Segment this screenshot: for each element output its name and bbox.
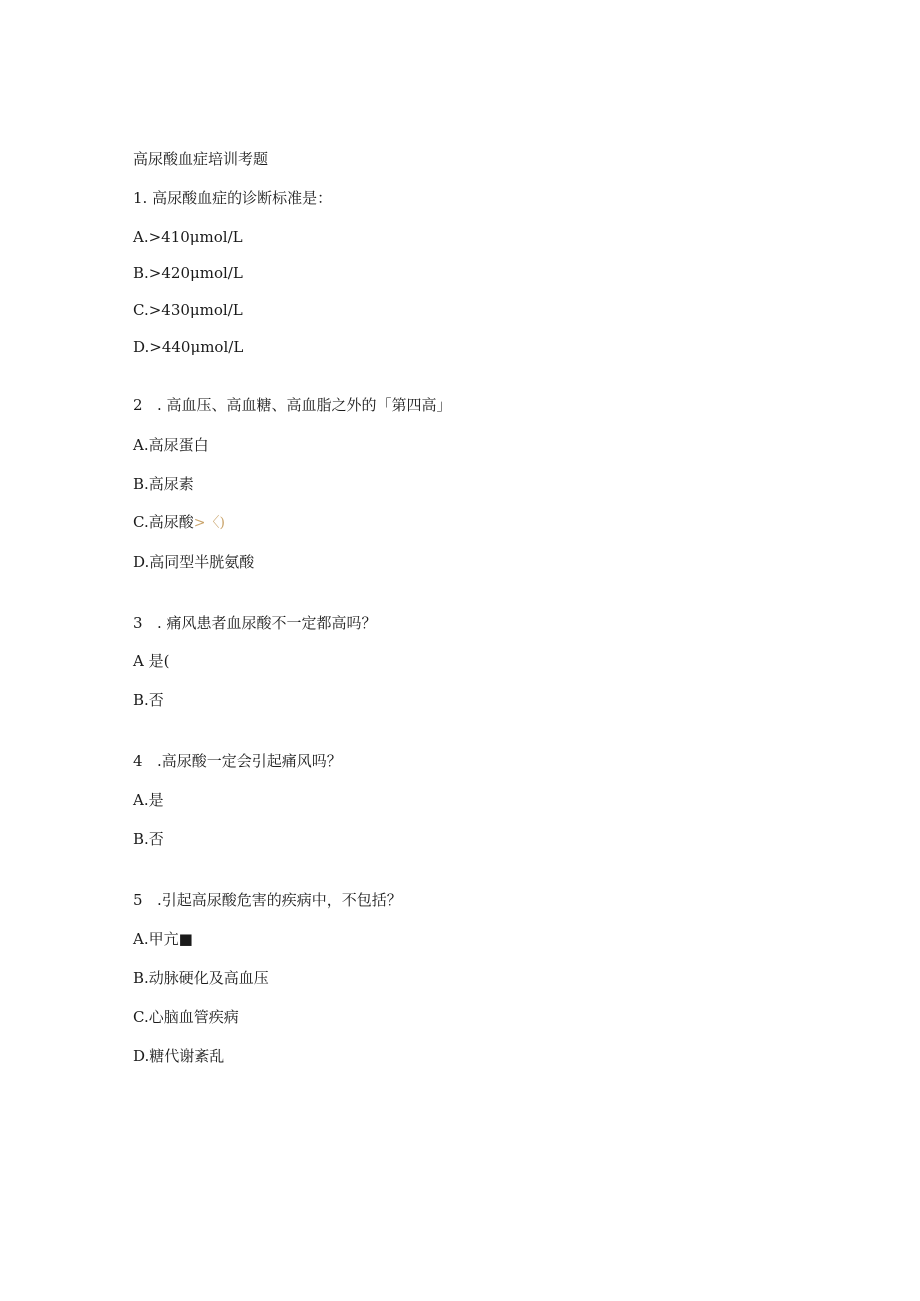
question-5-option-a: A.甲亢 [133,930,179,948]
question-5-option-b: B.动脉硬化及高血压 [133,969,269,987]
question-4-number: 4 [133,752,143,770]
question-2-stem: . 高血压、高血糖、高血脂之外的「第四高」 [157,396,452,414]
question-4-stem: .高尿酸一定会引起痛风吗？ [157,752,342,770]
question-5-option-d: D.糖代谢紊乱 [133,1047,225,1065]
question-2-option-d: D.高同型半胱氨酸 [133,553,255,571]
question-3-option-b: B.否 [133,691,164,709]
document-title: 高尿酸血症培训考题 [133,150,269,168]
question-4-option-a: A.是 [133,791,164,809]
question-3-number: 3 [133,614,143,632]
question-2-stem-line [133,398,452,413]
answer-mark: >〈) [193,515,225,531]
question-1-option-a: A.>410μmol/L [133,228,243,246]
question-3-option-a: A 是( [133,652,170,670]
question-1-option-b: B.>420μmol/L [133,264,243,282]
question-5-option-c: C.心脑血管疾病 [133,1008,239,1026]
question-2-option-c: C.高尿酸 [133,513,194,531]
question-5-number: 5 [133,891,143,909]
question-2-number: 2 [133,396,143,414]
question-1-stem: 1. 高尿酸血症的诊断标准是： [133,189,333,207]
answer-mark: ■ [178,930,193,948]
question-5-stem: .引起高尿酸危害的疾病中，不包括？ [157,891,402,909]
question-2-option-b: B.高尿素 [133,475,194,493]
question-4-option-b: B.否 [133,830,164,848]
question-3-stem: . 痛风患者血尿酸不一定都高吗？ [157,614,377,632]
question-1-option-d: D.>440μmol/L [133,338,244,356]
question-4-stem-line [133,754,342,769]
question-2-option-a: A.高尿蛋白 [133,436,209,454]
question-3-stem-line [133,616,377,631]
question-2-option-c-line [133,515,225,530]
question-1-option-c: C.>430μmol/L [133,301,243,319]
question-5-stem-line [133,893,402,908]
question-5-option-a-line [133,932,193,947]
